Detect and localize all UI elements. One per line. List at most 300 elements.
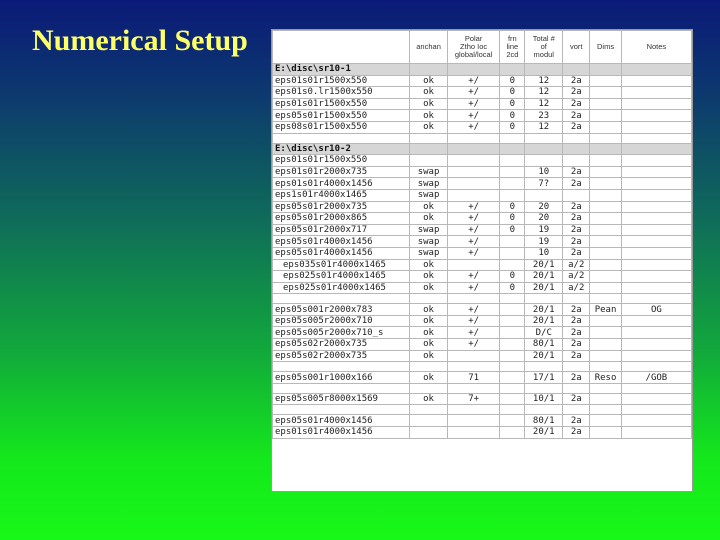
table-cell <box>590 166 621 178</box>
table-cell <box>447 350 499 362</box>
table-cell <box>590 271 621 283</box>
table-row <box>273 427 692 439</box>
table-row <box>273 282 692 294</box>
table-cell: 2a <box>563 98 590 110</box>
table-cell <box>447 133 499 143</box>
table-cell: ok <box>410 327 448 339</box>
table-cell <box>621 213 691 225</box>
table-header-row <box>273 31 692 64</box>
table-cell <box>590 362 621 372</box>
table-cell <box>621 121 691 133</box>
table-cell: 0 <box>500 98 525 110</box>
table-cell <box>500 294 525 304</box>
case-name-cell: eps05s01r1500x550 <box>273 110 410 122</box>
case-name-cell: eps025s01r4000x1465 <box>273 282 410 294</box>
table-cell <box>447 405 499 415</box>
table-cell <box>525 362 563 372</box>
table-row <box>273 339 692 351</box>
table-row <box>273 393 692 405</box>
table-cell <box>525 155 563 167</box>
column-header: anchan <box>410 31 448 64</box>
table-row <box>273 155 692 167</box>
table-cell <box>410 362 448 372</box>
table-cell <box>500 415 525 427</box>
table-cell: Pean <box>590 304 621 316</box>
column-header: Notes <box>621 31 691 64</box>
table-cell <box>621 282 691 294</box>
table-cell <box>590 64 621 76</box>
table-cell: 2a <box>563 372 590 384</box>
case-name-cell: E:\disc\sr10-1 <box>273 64 410 76</box>
table-cell: ok <box>410 110 448 122</box>
table-row <box>273 304 692 316</box>
section-row <box>273 143 692 155</box>
table-cell <box>621 87 691 99</box>
table-cell: 2a <box>563 236 590 248</box>
table-cell <box>590 155 621 167</box>
table-cell: +/ <box>447 121 499 133</box>
table-cell <box>500 339 525 351</box>
case-name-cell: eps035s01r4000x1465 <box>273 259 410 271</box>
table-cell: 2a <box>563 75 590 87</box>
table-cell <box>621 339 691 351</box>
table-cell <box>621 201 691 213</box>
table-row <box>273 166 692 178</box>
case-name-cell <box>273 362 410 372</box>
table-cell <box>621 189 691 201</box>
table-cell: 19 <box>525 236 563 248</box>
table-cell <box>590 315 621 327</box>
table-cell <box>447 178 499 190</box>
table-cell <box>500 350 525 362</box>
table-cell: 12 <box>525 121 563 133</box>
table-cell <box>563 64 590 76</box>
table-cell <box>525 133 563 143</box>
table-cell <box>500 327 525 339</box>
table-cell: 20/1 <box>525 304 563 316</box>
table-cell <box>621 427 691 439</box>
table-cell <box>621 271 691 283</box>
table-cell <box>590 121 621 133</box>
table-cell: ok <box>410 304 448 316</box>
table-cell: ok <box>410 372 448 384</box>
case-name-cell: eps05s01r2000x735 <box>273 201 410 213</box>
table-cell <box>447 383 499 393</box>
table-cell <box>590 213 621 225</box>
table-cell <box>500 315 525 327</box>
table-row <box>273 350 692 362</box>
case-name-cell: eps01s0.lr1500x550 <box>273 87 410 99</box>
table-cell <box>447 166 499 178</box>
case-name-cell: eps025s01r4000x1465 <box>273 271 410 283</box>
table-cell: 0 <box>500 213 525 225</box>
table-cell: 2a <box>563 393 590 405</box>
table-cell: OG <box>621 304 691 316</box>
column-header: Polar Ztho Ioc global/local <box>447 31 499 64</box>
case-name-cell: eps05s01r2000x865 <box>273 213 410 225</box>
table-cell <box>590 87 621 99</box>
table-cell <box>621 315 691 327</box>
table-cell: 10 <box>525 247 563 259</box>
table-cell: swap <box>410 166 448 178</box>
case-name-cell: eps01s01r4000x1456 <box>273 427 410 439</box>
table-cell: +/ <box>447 213 499 225</box>
table-cell <box>563 143 590 155</box>
column-header: frn line 2cd <box>500 31 525 64</box>
table-row <box>273 178 692 190</box>
table-cell: 2a <box>563 327 590 339</box>
table-cell <box>590 189 621 201</box>
table-cell: 80/1 <box>525 339 563 351</box>
table-cell <box>621 383 691 393</box>
table-cell <box>500 166 525 178</box>
case-name-cell: eps01s01r1500x550 <box>273 98 410 110</box>
case-name-cell: eps05s01r4000x1456 <box>273 236 410 248</box>
table-cell: 23 <box>525 110 563 122</box>
table-row <box>273 259 692 271</box>
table-cell <box>525 383 563 393</box>
table-cell <box>410 427 448 439</box>
table-cell: 0 <box>500 75 525 87</box>
table-cell <box>500 143 525 155</box>
table-cell: +/ <box>447 304 499 316</box>
table-cell <box>590 178 621 190</box>
table-cell <box>410 415 448 427</box>
case-name-cell: eps01s01r2000x735 <box>273 166 410 178</box>
table-cell: 2a <box>563 110 590 122</box>
table-cell <box>500 393 525 405</box>
case-name-cell: eps01s01r4000x1456 <box>273 178 410 190</box>
case-name-cell: eps05s005r2000x710 <box>273 315 410 327</box>
table-cell: 20/1 <box>525 259 563 271</box>
table-cell: ok <box>410 271 448 283</box>
table-cell <box>590 405 621 415</box>
table-row <box>273 87 692 99</box>
table-row <box>273 75 692 87</box>
table-cell: +/ <box>447 75 499 87</box>
table-cell <box>590 393 621 405</box>
case-name-cell: eps05s001r1000x166 <box>273 372 410 384</box>
table-cell: +/ <box>447 87 499 99</box>
table-cell <box>447 143 499 155</box>
table-cell: 2a <box>563 304 590 316</box>
case-name-cell: eps01s01r1500x550 <box>273 75 410 87</box>
table-cell <box>621 327 691 339</box>
case-name-cell <box>273 133 410 143</box>
table-cell: swap <box>410 189 448 201</box>
table-cell <box>447 294 499 304</box>
table-cell: D/C <box>525 327 563 339</box>
table-cell <box>500 178 525 190</box>
table-cell <box>447 64 499 76</box>
table-cell <box>590 236 621 248</box>
table-cell <box>500 189 525 201</box>
table-cell: 2a <box>563 213 590 225</box>
table-cell <box>621 350 691 362</box>
case-name-cell <box>273 405 410 415</box>
table-row <box>273 247 692 259</box>
table-row <box>273 213 692 225</box>
table-cell <box>447 415 499 427</box>
case-name-cell: eps05s02r2000x735 <box>273 350 410 362</box>
table-cell <box>590 201 621 213</box>
table-cell <box>410 155 448 167</box>
table-cell: 20/1 <box>525 315 563 327</box>
table-cell: +/ <box>447 339 499 351</box>
table-cell: 7? <box>525 178 563 190</box>
case-name-cell: eps05s005r2000x710_s <box>273 327 410 339</box>
table-cell <box>621 98 691 110</box>
table-cell: 2a <box>563 350 590 362</box>
table-cell <box>410 405 448 415</box>
table-cell: 0 <box>500 201 525 213</box>
table-cell: +/ <box>447 201 499 213</box>
table-cell: swap <box>410 178 448 190</box>
table-row <box>273 224 692 236</box>
table-cell <box>525 405 563 415</box>
table-row <box>273 415 692 427</box>
table-cell <box>500 362 525 372</box>
table-cell: 17/1 <box>525 372 563 384</box>
table-cell: 2a <box>563 247 590 259</box>
table-cell <box>500 64 525 76</box>
table-cell <box>621 75 691 87</box>
table-cell <box>500 133 525 143</box>
table-cell <box>621 236 691 248</box>
case-name-cell: eps05s02r2000x735 <box>273 339 410 351</box>
table-cell <box>621 415 691 427</box>
table-cell <box>621 110 691 122</box>
table-cell <box>500 372 525 384</box>
column-header: Dims <box>590 31 621 64</box>
table-cell: 20/1 <box>525 350 563 362</box>
table-cell: a/2 <box>563 271 590 283</box>
table-cell: ok <box>410 282 448 294</box>
table-cell: 0 <box>500 121 525 133</box>
table-cell <box>621 259 691 271</box>
table-cell <box>621 143 691 155</box>
table-cell <box>590 143 621 155</box>
case-name-cell: eps1s01r4000x1465 <box>273 189 410 201</box>
case-name-cell: eps05s005r8000x1569 <box>273 393 410 405</box>
table-cell <box>590 224 621 236</box>
table-cell: 0 <box>500 224 525 236</box>
table-cell <box>590 133 621 143</box>
table-cell <box>525 189 563 201</box>
table-cell: Reso <box>590 372 621 384</box>
table-cell: 20/1 <box>525 282 563 294</box>
table-cell: 0 <box>500 110 525 122</box>
column-header: vort <box>563 31 590 64</box>
table-row <box>273 315 692 327</box>
table-cell <box>410 133 448 143</box>
column-header: Total # of modul <box>525 31 563 64</box>
table-cell: 10/1 <box>525 393 563 405</box>
table-cell <box>563 405 590 415</box>
spacer-row <box>273 294 692 304</box>
table-cell <box>525 294 563 304</box>
spacer-row <box>273 383 692 393</box>
table-cell: 2a <box>563 224 590 236</box>
column-header <box>273 31 410 64</box>
table-cell <box>621 166 691 178</box>
table-cell: 20 <box>525 201 563 213</box>
table-cell <box>590 282 621 294</box>
table-cell <box>590 427 621 439</box>
table-cell: +/ <box>447 327 499 339</box>
table-cell: ok <box>410 350 448 362</box>
table-cell: 2a <box>563 178 590 190</box>
table-cell <box>500 405 525 415</box>
table-cell <box>590 247 621 259</box>
table-cell: 12 <box>525 75 563 87</box>
table-row <box>273 271 692 283</box>
table-cell: 20 <box>525 213 563 225</box>
table-cell <box>590 327 621 339</box>
table-cell <box>590 415 621 427</box>
table-cell <box>590 350 621 362</box>
table-cell <box>563 362 590 372</box>
table-cell: swap <box>410 247 448 259</box>
table-row <box>273 236 692 248</box>
table-cell <box>447 155 499 167</box>
table-cell: 2a <box>563 121 590 133</box>
table-cell: ok <box>410 393 448 405</box>
table-cell: 0 <box>500 282 525 294</box>
table-cell: swap <box>410 236 448 248</box>
table-cell <box>621 247 691 259</box>
table-cell <box>410 383 448 393</box>
table-cell: 2a <box>563 427 590 439</box>
table-cell <box>447 427 499 439</box>
table-cell: +/ <box>447 236 499 248</box>
table-cell <box>563 133 590 143</box>
table-cell <box>500 155 525 167</box>
slide-title: Numerical Setup <box>32 24 248 57</box>
table-cell: ok <box>410 213 448 225</box>
table-cell <box>563 294 590 304</box>
table-row <box>273 98 692 110</box>
table-cell: +/ <box>447 98 499 110</box>
spacer-row <box>273 362 692 372</box>
table-cell <box>621 393 691 405</box>
table-cell: ok <box>410 98 448 110</box>
table-cell <box>447 362 499 372</box>
table-cell: 2a <box>563 339 590 351</box>
table-cell <box>410 294 448 304</box>
table-cell: ok <box>410 315 448 327</box>
table-cell: /GOB <box>621 372 691 384</box>
table-cell <box>590 259 621 271</box>
table-cell <box>500 427 525 439</box>
table-cell <box>621 155 691 167</box>
spacer-row <box>273 405 692 415</box>
table-cell <box>590 294 621 304</box>
table-cell <box>563 383 590 393</box>
table-cell: 2a <box>563 315 590 327</box>
table-cell: 12 <box>525 98 563 110</box>
table-cell: a/2 <box>563 282 590 294</box>
case-name-cell: eps05s001r2000x783 <box>273 304 410 316</box>
table-row <box>273 372 692 384</box>
table-cell <box>590 383 621 393</box>
table-cell <box>447 189 499 201</box>
table-cell <box>621 224 691 236</box>
table-cell: 7+ <box>447 393 499 405</box>
table-cell <box>563 155 590 167</box>
table-cell: 10 <box>525 166 563 178</box>
table-cell <box>621 64 691 76</box>
table-cell: ok <box>410 259 448 271</box>
table-cell: ok <box>410 339 448 351</box>
table-cell <box>410 64 448 76</box>
table-cell <box>500 383 525 393</box>
case-name-cell <box>273 383 410 393</box>
table-cell: 0 <box>500 87 525 99</box>
table-cell: 0 <box>500 271 525 283</box>
case-name-cell <box>273 294 410 304</box>
table-cell: 2a <box>563 201 590 213</box>
table-cell <box>621 362 691 372</box>
table-cell <box>590 110 621 122</box>
table-cell: swap <box>410 224 448 236</box>
table-cell: ok <box>410 75 448 87</box>
table-cell: ok <box>410 121 448 133</box>
table-cell <box>563 189 590 201</box>
case-name-cell: eps08s01r1500x550 <box>273 121 410 133</box>
table-cell <box>410 143 448 155</box>
table-cell: a/2 <box>563 259 590 271</box>
case-name-cell: E:\disc\sr10-2 <box>273 143 410 155</box>
table-cell: 2a <box>563 166 590 178</box>
table-cell <box>621 133 691 143</box>
table-cell <box>500 304 525 316</box>
case-name-cell: eps05s01r4000x1456 <box>273 247 410 259</box>
table-row <box>273 189 692 201</box>
table-cell <box>621 178 691 190</box>
spacer-row <box>273 133 692 143</box>
case-name-cell: eps05s01r2000x717 <box>273 224 410 236</box>
table-cell: +/ <box>447 271 499 283</box>
table-cell <box>525 64 563 76</box>
table-row <box>273 201 692 213</box>
table-cell <box>590 339 621 351</box>
table-cell: 2a <box>563 87 590 99</box>
table-cell: 2a <box>563 415 590 427</box>
table-cell <box>447 259 499 271</box>
table-cell <box>621 405 691 415</box>
table-cell <box>525 143 563 155</box>
table-row <box>273 327 692 339</box>
table-cell: 80/1 <box>525 415 563 427</box>
table-cell: +/ <box>447 224 499 236</box>
setup-table <box>272 30 692 439</box>
table-row <box>273 110 692 122</box>
table-cell: 19 <box>525 224 563 236</box>
table-cell: 12 <box>525 87 563 99</box>
table-cell: +/ <box>447 282 499 294</box>
table-cell <box>590 75 621 87</box>
table-cell: 20/1 <box>525 271 563 283</box>
spreadsheet-image <box>271 29 693 492</box>
table-row <box>273 121 692 133</box>
table-cell <box>590 98 621 110</box>
case-name-cell: eps05s01r4000x1456 <box>273 415 410 427</box>
table-cell: 20/1 <box>525 427 563 439</box>
section-row <box>273 64 692 76</box>
table-cell <box>500 247 525 259</box>
table-cell <box>500 236 525 248</box>
